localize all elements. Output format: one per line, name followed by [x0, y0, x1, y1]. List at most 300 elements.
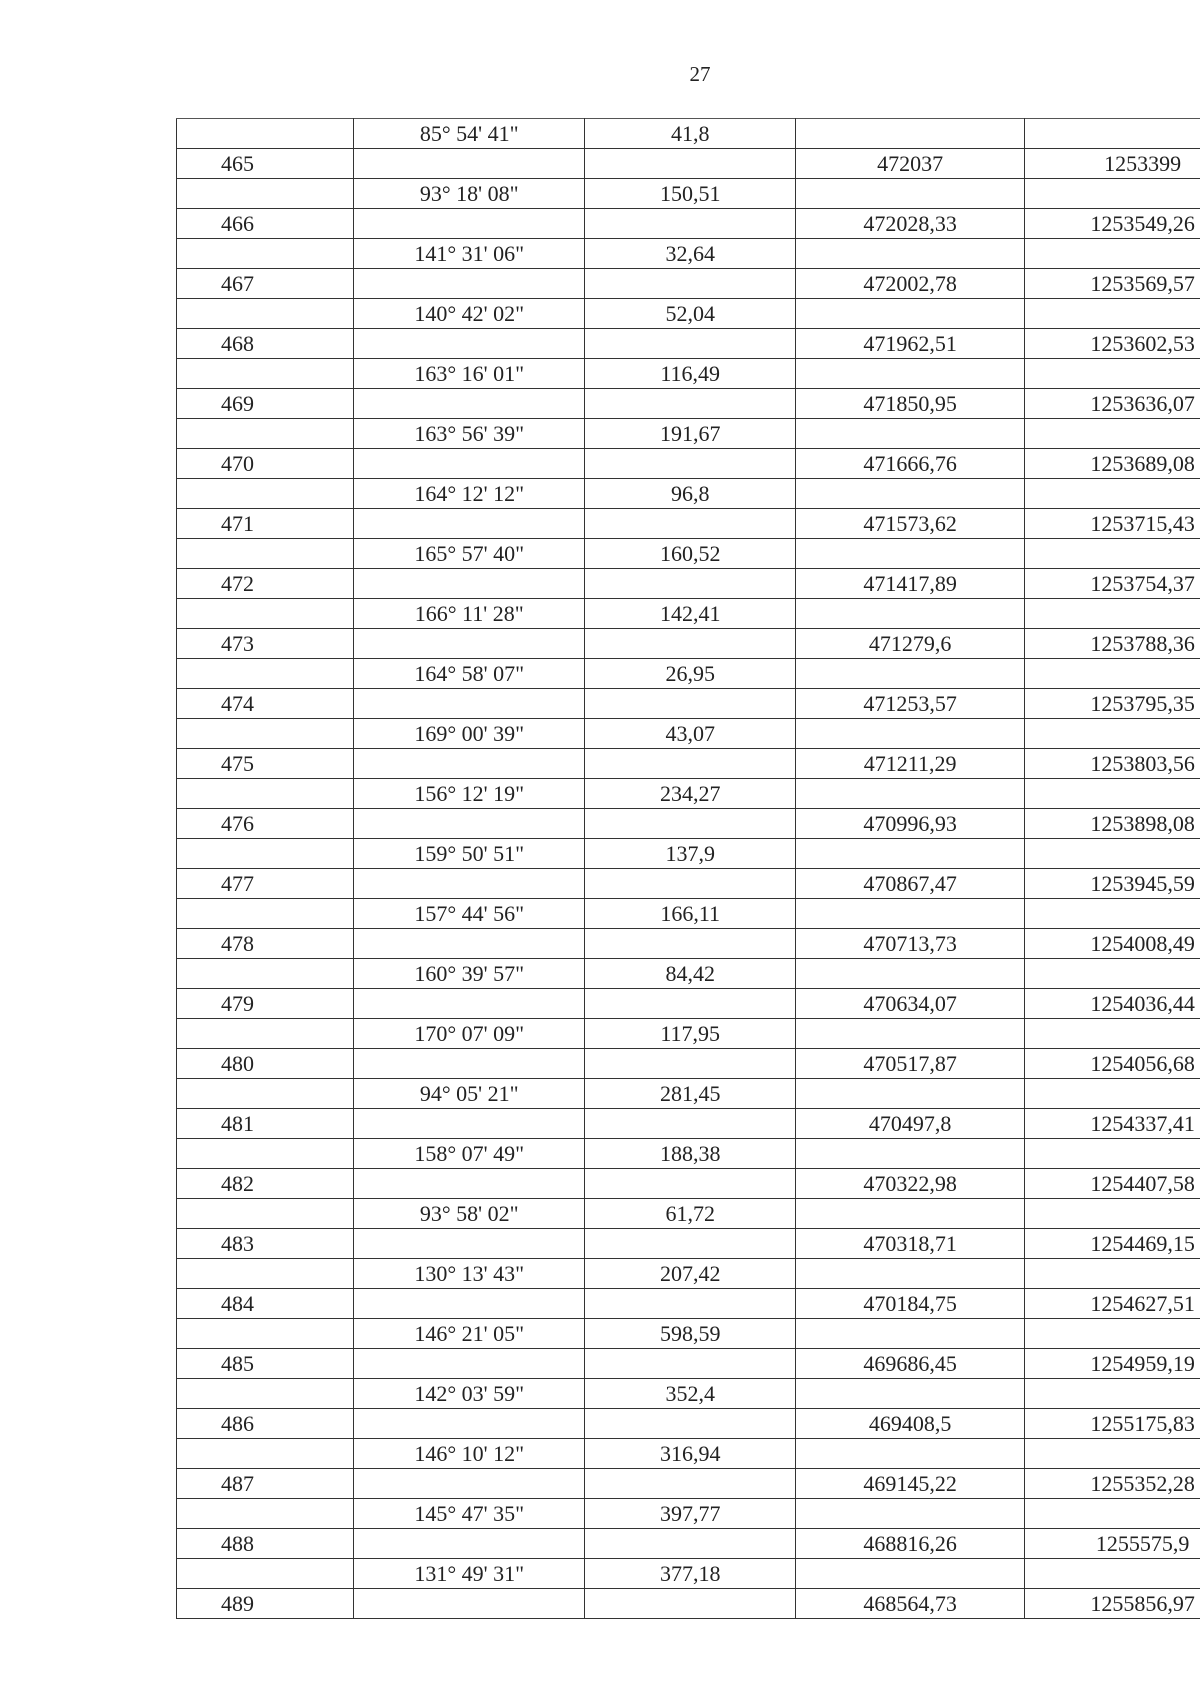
y-coordinate-cell [1025, 479, 1200, 509]
y-coordinate-cell: 1253898,08 [1025, 809, 1200, 839]
point-number-cell: 489 [177, 1589, 354, 1619]
point-row [177, 569, 1200, 599]
point-number-cell [177, 599, 354, 629]
direction-angle-cell [354, 989, 585, 1019]
point-row [177, 509, 1200, 539]
direction-angle-cell: 160° 39' 57" [354, 959, 585, 989]
point-row [177, 1529, 1200, 1559]
y-coordinate-cell: 1253945,59 [1025, 869, 1200, 899]
point-number-cell [177, 839, 354, 869]
y-coordinate-cell [1025, 119, 1200, 149]
segment-row [177, 1139, 1200, 1169]
distance-cell [585, 1229, 796, 1259]
point-number-cell: 484 [177, 1289, 354, 1319]
x-coordinate-cell [795, 479, 1024, 509]
point-number-cell: 468 [177, 329, 354, 359]
segment-row [177, 959, 1200, 989]
point-number-cell [177, 659, 354, 689]
direction-angle-cell: 163° 56' 39" [354, 419, 585, 449]
segment-row [177, 899, 1200, 929]
x-coordinate-cell: 470634,07 [795, 989, 1024, 1019]
direction-angle-cell: 94° 05' 21" [354, 1079, 585, 1109]
distance-cell: 117,95 [585, 1019, 796, 1049]
segment-row [177, 239, 1200, 269]
x-coordinate-cell [795, 839, 1024, 869]
distance-cell: 207,42 [585, 1259, 796, 1289]
point-number-cell: 465 [177, 149, 354, 179]
direction-angle-cell: 159° 50' 51" [354, 839, 585, 869]
distance-cell [585, 1049, 796, 1079]
point-number-cell [177, 1439, 354, 1469]
segment-row [177, 1559, 1200, 1589]
point-number-cell: 486 [177, 1409, 354, 1439]
point-number-cell: 471 [177, 509, 354, 539]
distance-cell [585, 1589, 796, 1619]
point-number-cell: 474 [177, 689, 354, 719]
point-number-cell [177, 779, 354, 809]
y-coordinate-cell: 1253754,37 [1025, 569, 1200, 599]
distance-cell: 397,77 [585, 1499, 796, 1529]
x-coordinate-cell [795, 1139, 1024, 1169]
point-number-cell: 480 [177, 1049, 354, 1079]
y-coordinate-cell [1025, 419, 1200, 449]
distance-cell [585, 749, 796, 779]
distance-cell [585, 989, 796, 1019]
direction-angle-cell [354, 1529, 585, 1559]
direction-angle-cell: 158° 07' 49" [354, 1139, 585, 1169]
point-number-cell: 481 [177, 1109, 354, 1139]
segment-row [177, 539, 1200, 569]
point-row [177, 869, 1200, 899]
point-number-cell [177, 119, 354, 149]
y-coordinate-cell: 1254056,68 [1025, 1049, 1200, 1079]
distance-cell [585, 929, 796, 959]
y-coordinate-cell: 1253549,26 [1025, 209, 1200, 239]
y-coordinate-cell [1025, 959, 1200, 989]
y-coordinate-cell: 1253689,08 [1025, 449, 1200, 479]
coordinates-table [176, 118, 1200, 1619]
y-coordinate-cell: 1255856,97 [1025, 1589, 1200, 1619]
y-coordinate-cell: 1254337,41 [1025, 1109, 1200, 1139]
distance-cell [585, 1289, 796, 1319]
direction-angle-cell [354, 449, 585, 479]
x-coordinate-cell: 468564,73 [795, 1589, 1024, 1619]
direction-angle-cell [354, 1049, 585, 1079]
point-row [177, 689, 1200, 719]
direction-angle-cell [354, 209, 585, 239]
x-coordinate-cell [795, 1499, 1024, 1529]
point-row [177, 809, 1200, 839]
point-row [177, 1409, 1200, 1439]
x-coordinate-cell [795, 179, 1024, 209]
distance-cell [585, 1529, 796, 1559]
x-coordinate-cell [795, 359, 1024, 389]
page-number: 27 [689, 62, 711, 86]
point-number-cell [177, 1319, 354, 1349]
direction-angle-cell [354, 1229, 585, 1259]
point-number-cell: 467 [177, 269, 354, 299]
point-number-cell: 487 [177, 1469, 354, 1499]
point-row [177, 989, 1200, 1019]
point-number-cell [177, 959, 354, 989]
point-number-cell: 470 [177, 449, 354, 479]
y-coordinate-cell: 1253788,36 [1025, 629, 1200, 659]
y-coordinate-cell: 1254469,15 [1025, 1229, 1200, 1259]
point-number-cell: 469 [177, 389, 354, 419]
y-coordinate-cell: 1254407,58 [1025, 1169, 1200, 1199]
distance-cell: 84,42 [585, 959, 796, 989]
point-number-cell: 472 [177, 569, 354, 599]
direction-angle-cell [354, 329, 585, 359]
coordinates-table-body [177, 119, 1200, 1619]
segment-row [177, 1259, 1200, 1289]
point-number-cell: 479 [177, 989, 354, 1019]
distance-cell [585, 809, 796, 839]
distance-cell [585, 509, 796, 539]
point-row [177, 629, 1200, 659]
y-coordinate-cell [1025, 1319, 1200, 1349]
point-number-cell [177, 539, 354, 569]
x-coordinate-cell: 471666,76 [795, 449, 1024, 479]
x-coordinate-cell [795, 1259, 1024, 1289]
point-number-cell [177, 239, 354, 269]
direction-angle-cell: 166° 11' 28" [354, 599, 585, 629]
segment-row [177, 1319, 1200, 1349]
y-coordinate-cell: 1253602,53 [1025, 329, 1200, 359]
direction-angle-cell: 165° 57' 40" [354, 539, 585, 569]
point-row [177, 749, 1200, 779]
point-number-cell [177, 299, 354, 329]
y-coordinate-cell [1025, 1139, 1200, 1169]
point-number-cell [177, 179, 354, 209]
y-coordinate-cell: 1254008,49 [1025, 929, 1200, 959]
y-coordinate-cell [1025, 1379, 1200, 1409]
distance-cell [585, 149, 796, 179]
point-row [177, 449, 1200, 479]
point-row [177, 269, 1200, 299]
point-number-cell [177, 1079, 354, 1109]
distance-cell [585, 1469, 796, 1499]
direction-angle-cell [354, 389, 585, 419]
y-coordinate-cell: 1253399 [1025, 149, 1200, 179]
point-number-cell [177, 899, 354, 929]
x-coordinate-cell: 468816,26 [795, 1529, 1024, 1559]
direction-angle-cell [354, 269, 585, 299]
distance-cell: 96,8 [585, 479, 796, 509]
distance-cell: 150,51 [585, 179, 796, 209]
point-number-cell [177, 1499, 354, 1529]
distance-cell: 160,52 [585, 539, 796, 569]
y-coordinate-cell: 1255352,28 [1025, 1469, 1200, 1499]
direction-angle-cell [354, 1109, 585, 1139]
distance-cell: 137,9 [585, 839, 796, 869]
distance-cell: 191,67 [585, 419, 796, 449]
y-coordinate-cell [1025, 779, 1200, 809]
distance-cell: 281,45 [585, 1079, 796, 1109]
y-coordinate-cell: 1255175,83 [1025, 1409, 1200, 1439]
segment-row [177, 599, 1200, 629]
x-coordinate-cell: 469686,45 [795, 1349, 1024, 1379]
y-coordinate-cell [1025, 1499, 1200, 1529]
y-coordinate-cell [1025, 1439, 1200, 1469]
direction-angle-cell: 169° 00' 39" [354, 719, 585, 749]
distance-cell [585, 209, 796, 239]
distance-cell [585, 389, 796, 419]
x-coordinate-cell [795, 779, 1024, 809]
direction-angle-cell: 140° 42' 02" [354, 299, 585, 329]
distance-cell: 142,41 [585, 599, 796, 629]
direction-angle-cell [354, 689, 585, 719]
distance-cell: 377,18 [585, 1559, 796, 1589]
direction-angle-cell [354, 1289, 585, 1319]
distance-cell [585, 569, 796, 599]
x-coordinate-cell [795, 719, 1024, 749]
direction-angle-cell: 157° 44' 56" [354, 899, 585, 929]
y-coordinate-cell: 1255575,9 [1025, 1529, 1200, 1559]
distance-cell [585, 1169, 796, 1199]
segment-row [177, 419, 1200, 449]
point-number-cell: 466 [177, 209, 354, 239]
x-coordinate-cell: 471279,6 [795, 629, 1024, 659]
y-coordinate-cell: 1254036,44 [1025, 989, 1200, 1019]
direction-angle-cell [354, 509, 585, 539]
direction-angle-cell: 164° 12' 12" [354, 479, 585, 509]
point-number-cell [177, 1559, 354, 1589]
x-coordinate-cell [795, 899, 1024, 929]
direction-angle-cell: 156° 12' 19" [354, 779, 585, 809]
x-coordinate-cell: 472028,33 [795, 209, 1024, 239]
distance-cell [585, 1109, 796, 1139]
x-coordinate-cell [795, 659, 1024, 689]
x-coordinate-cell [795, 419, 1024, 449]
point-number-cell: 478 [177, 929, 354, 959]
point-row [177, 1229, 1200, 1259]
segment-row [177, 1079, 1200, 1109]
segment-row [177, 299, 1200, 329]
point-number-cell [177, 1019, 354, 1049]
distance-cell: 352,4 [585, 1379, 796, 1409]
x-coordinate-cell: 470184,75 [795, 1289, 1024, 1319]
x-coordinate-cell [795, 599, 1024, 629]
y-coordinate-cell [1025, 659, 1200, 689]
point-number-cell [177, 479, 354, 509]
x-coordinate-cell: 469145,22 [795, 1469, 1024, 1499]
x-coordinate-cell [795, 1439, 1024, 1469]
point-number-cell: 488 [177, 1529, 354, 1559]
distance-cell [585, 629, 796, 659]
y-coordinate-cell [1025, 1199, 1200, 1229]
distance-cell: 116,49 [585, 359, 796, 389]
point-row [177, 1109, 1200, 1139]
point-row [177, 1589, 1200, 1619]
x-coordinate-cell: 471417,89 [795, 569, 1024, 599]
x-coordinate-cell [795, 1079, 1024, 1109]
direction-angle-cell: 93° 18' 08" [354, 179, 585, 209]
distance-cell [585, 1349, 796, 1379]
distance-cell: 32,64 [585, 239, 796, 269]
x-coordinate-cell [795, 1019, 1024, 1049]
point-number-cell: 483 [177, 1229, 354, 1259]
direction-angle-cell: 170° 07' 09" [354, 1019, 585, 1049]
y-coordinate-cell [1025, 1559, 1200, 1589]
direction-angle-cell [354, 1349, 585, 1379]
distance-cell [585, 329, 796, 359]
point-number-cell [177, 1379, 354, 1409]
y-coordinate-cell: 1253803,56 [1025, 749, 1200, 779]
direction-angle-cell [354, 1409, 585, 1439]
segment-row [177, 1439, 1200, 1469]
y-coordinate-cell [1025, 839, 1200, 869]
direction-angle-cell: 85° 54' 41" [354, 119, 585, 149]
direction-angle-cell: 130° 13' 43" [354, 1259, 585, 1289]
x-coordinate-cell [795, 299, 1024, 329]
direction-angle-cell: 164° 58' 07" [354, 659, 585, 689]
x-coordinate-cell [795, 959, 1024, 989]
distance-cell [585, 689, 796, 719]
direction-angle-cell [354, 1169, 585, 1199]
point-row [177, 149, 1200, 179]
y-coordinate-cell [1025, 179, 1200, 209]
direction-angle-cell [354, 929, 585, 959]
direction-angle-cell [354, 1589, 585, 1619]
direction-angle-cell [354, 749, 585, 779]
segment-row [177, 119, 1200, 149]
point-number-cell [177, 419, 354, 449]
direction-angle-cell: 141° 31' 06" [354, 239, 585, 269]
point-number-cell [177, 1259, 354, 1289]
y-coordinate-cell [1025, 299, 1200, 329]
distance-cell: 188,38 [585, 1139, 796, 1169]
point-number-cell: 485 [177, 1349, 354, 1379]
x-coordinate-cell [795, 1199, 1024, 1229]
point-row [177, 1169, 1200, 1199]
point-row [177, 1349, 1200, 1379]
distance-cell: 316,94 [585, 1439, 796, 1469]
x-coordinate-cell: 471573,62 [795, 509, 1024, 539]
distance-cell: 52,04 [585, 299, 796, 329]
direction-angle-cell: 163° 16' 01" [354, 359, 585, 389]
y-coordinate-cell [1025, 899, 1200, 929]
y-coordinate-cell [1025, 1079, 1200, 1109]
x-coordinate-cell: 470318,71 [795, 1229, 1024, 1259]
distance-cell: 234,27 [585, 779, 796, 809]
y-coordinate-cell [1025, 1019, 1200, 1049]
distance-cell: 598,59 [585, 1319, 796, 1349]
point-number-cell [177, 1199, 354, 1229]
distance-cell: 43,07 [585, 719, 796, 749]
y-coordinate-cell: 1253569,57 [1025, 269, 1200, 299]
y-coordinate-cell [1025, 1259, 1200, 1289]
point-number-cell: 473 [177, 629, 354, 659]
direction-angle-cell [354, 809, 585, 839]
x-coordinate-cell [795, 1319, 1024, 1349]
x-coordinate-cell: 470322,98 [795, 1169, 1024, 1199]
point-row [177, 209, 1200, 239]
segment-row [177, 779, 1200, 809]
point-row [177, 1049, 1200, 1079]
direction-angle-cell [354, 869, 585, 899]
y-coordinate-cell: 1253795,35 [1025, 689, 1200, 719]
x-coordinate-cell [795, 119, 1024, 149]
y-coordinate-cell [1025, 239, 1200, 269]
direction-angle-cell [354, 569, 585, 599]
segment-row [177, 359, 1200, 389]
y-coordinate-cell: 1254959,19 [1025, 1349, 1200, 1379]
point-number-cell: 475 [177, 749, 354, 779]
distance-cell [585, 449, 796, 479]
y-coordinate-cell [1025, 359, 1200, 389]
segment-row [177, 1199, 1200, 1229]
direction-angle-cell [354, 629, 585, 659]
distance-cell [585, 869, 796, 899]
direction-angle-cell: 146° 21' 05" [354, 1319, 585, 1349]
point-row [177, 1469, 1200, 1499]
direction-angle-cell [354, 149, 585, 179]
x-coordinate-cell: 470713,73 [795, 929, 1024, 959]
point-row [177, 1289, 1200, 1319]
x-coordinate-cell [795, 539, 1024, 569]
segment-row [177, 179, 1200, 209]
y-coordinate-cell [1025, 539, 1200, 569]
x-coordinate-cell: 472002,78 [795, 269, 1024, 299]
point-row [177, 929, 1200, 959]
y-coordinate-cell [1025, 599, 1200, 629]
point-number-cell: 482 [177, 1169, 354, 1199]
segment-row [177, 1499, 1200, 1529]
segment-row [177, 479, 1200, 509]
x-coordinate-cell: 470867,47 [795, 869, 1024, 899]
point-number-cell: 477 [177, 869, 354, 899]
segment-row [177, 659, 1200, 689]
point-number-cell [177, 359, 354, 389]
x-coordinate-cell: 470517,87 [795, 1049, 1024, 1079]
x-coordinate-cell: 471962,51 [795, 329, 1024, 359]
segment-row [177, 839, 1200, 869]
segment-row [177, 1379, 1200, 1409]
point-number-cell: 476 [177, 809, 354, 839]
distance-cell: 61,72 [585, 1199, 796, 1229]
distance-cell [585, 269, 796, 299]
point-number-cell [177, 719, 354, 749]
x-coordinate-cell: 471850,95 [795, 389, 1024, 419]
direction-angle-cell: 142° 03' 59" [354, 1379, 585, 1409]
distance-cell: 41,8 [585, 119, 796, 149]
x-coordinate-cell: 471211,29 [795, 749, 1024, 779]
direction-angle-cell: 131° 49' 31" [354, 1559, 585, 1589]
point-row [177, 389, 1200, 419]
distance-cell [585, 1409, 796, 1439]
point-row [177, 329, 1200, 359]
distance-cell: 26,95 [585, 659, 796, 689]
distance-cell: 166,11 [585, 899, 796, 929]
point-number-cell [177, 1139, 354, 1169]
direction-angle-cell [354, 1469, 585, 1499]
x-coordinate-cell [795, 1559, 1024, 1589]
x-coordinate-cell [795, 239, 1024, 269]
x-coordinate-cell: 470996,93 [795, 809, 1024, 839]
x-coordinate-cell: 472037 [795, 149, 1024, 179]
x-coordinate-cell: 470497,8 [795, 1109, 1024, 1139]
x-coordinate-cell [795, 1379, 1024, 1409]
x-coordinate-cell: 469408,5 [795, 1409, 1024, 1439]
y-coordinate-cell: 1253636,07 [1025, 389, 1200, 419]
direction-angle-cell: 146° 10' 12" [354, 1439, 585, 1469]
x-coordinate-cell: 471253,57 [795, 689, 1024, 719]
y-coordinate-cell: 1253715,43 [1025, 509, 1200, 539]
segment-row [177, 719, 1200, 749]
segment-row [177, 1019, 1200, 1049]
y-coordinate-cell: 1254627,51 [1025, 1289, 1200, 1319]
